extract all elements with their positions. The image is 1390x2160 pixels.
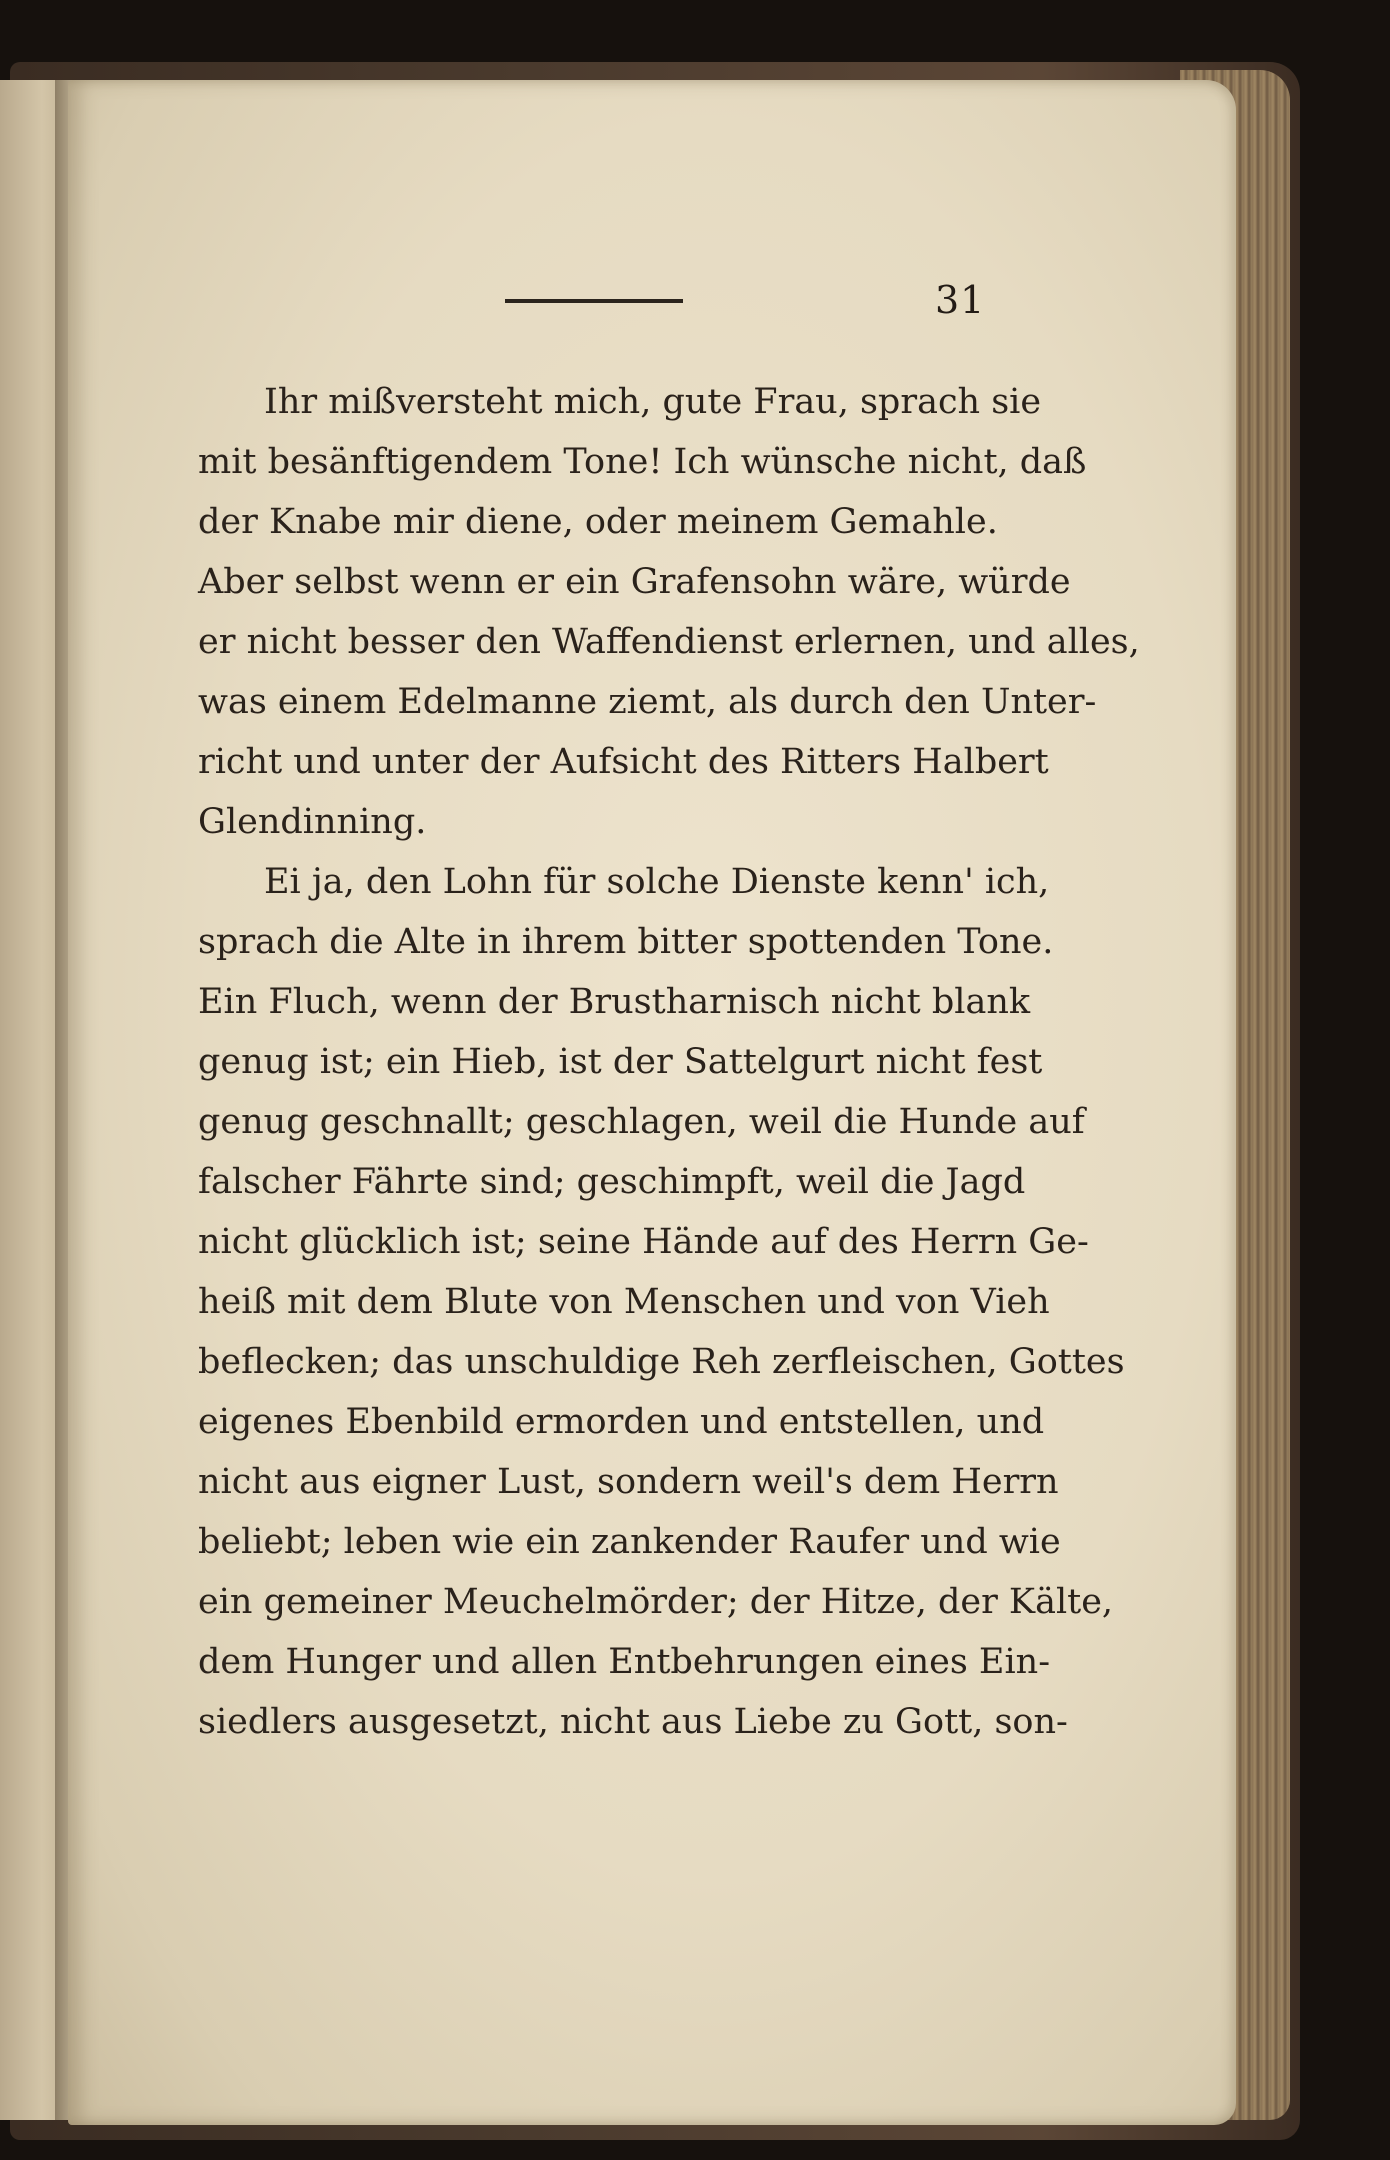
text-line: sprach die Alte in ihrem bitter spottenden Tone. — [198, 922, 1054, 962]
text-line: heiß mit dem Blute von Menschen und von Vieh — [198, 1282, 1050, 1322]
text-line: genug ist; ein Hieb, ist der Sattelgurt nicht fest — [198, 1042, 1043, 1082]
text-line: Ei ja, den Lohn für solche Dienste kenn' ich, — [264, 862, 1050, 902]
text-line: Ihr mißversteht mich, gute Frau, sprach sie — [264, 382, 1042, 422]
header-rule — [505, 299, 683, 303]
text-line: ein gemeiner Meuchelmörder; der Hitze, der Kälte, — [198, 1582, 1114, 1622]
text-line: genug geschnallt; geschlagen, weil die Hunde auf — [198, 1102, 1085, 1142]
page-number: 31 — [935, 278, 986, 322]
text-line: Ein Fluch, wenn der Brustharnisch nicht blank — [198, 982, 1031, 1022]
text-line: der Knabe mir diene, oder meinem Gemahle. — [198, 502, 998, 542]
text-line: richt und unter der Aufsicht des Ritters Halbert — [198, 742, 1049, 782]
text-line: falscher Fährte sind; geschimpft, weil die Jagd — [198, 1162, 1026, 1202]
text-line: beliebt; leben wie ein zankender Raufer und wie — [198, 1522, 1061, 1562]
text-line: beflecken; das unschuldige Reh zerfleischen, Gottes — [198, 1342, 1125, 1382]
text-line: siedlers ausgesetzt, nicht aus Liebe zu Gott, son- — [198, 1702, 1068, 1742]
text-line: was einem Edelmanne ziemt, als durch den Unter- — [198, 682, 1097, 722]
text-line: eigenes Ebenbild ermorden und entstellen, und — [198, 1402, 1045, 1442]
text-line: nicht aus eigner Lust, sondern weil's dem Herrn — [198, 1462, 1059, 1502]
text-line: Glendinning. — [198, 802, 427, 842]
page-body-text — [198, 372, 1140, 1752]
text-line: mit besänftigendem Tone! Ich wünsche nicht, daß — [198, 442, 1087, 482]
text-line: dem Hunger und allen Entbehrungen eines Ein- — [198, 1642, 1051, 1682]
text-line: nicht glücklich ist; seine Hände auf des Herrn Ge- — [198, 1222, 1089, 1262]
text-line: er nicht besser den Waffendienst erlernen, und alles, — [198, 622, 1140, 662]
text-line: Aber selbst wenn er ein Grafensohn wäre, würde — [198, 562, 1071, 602]
